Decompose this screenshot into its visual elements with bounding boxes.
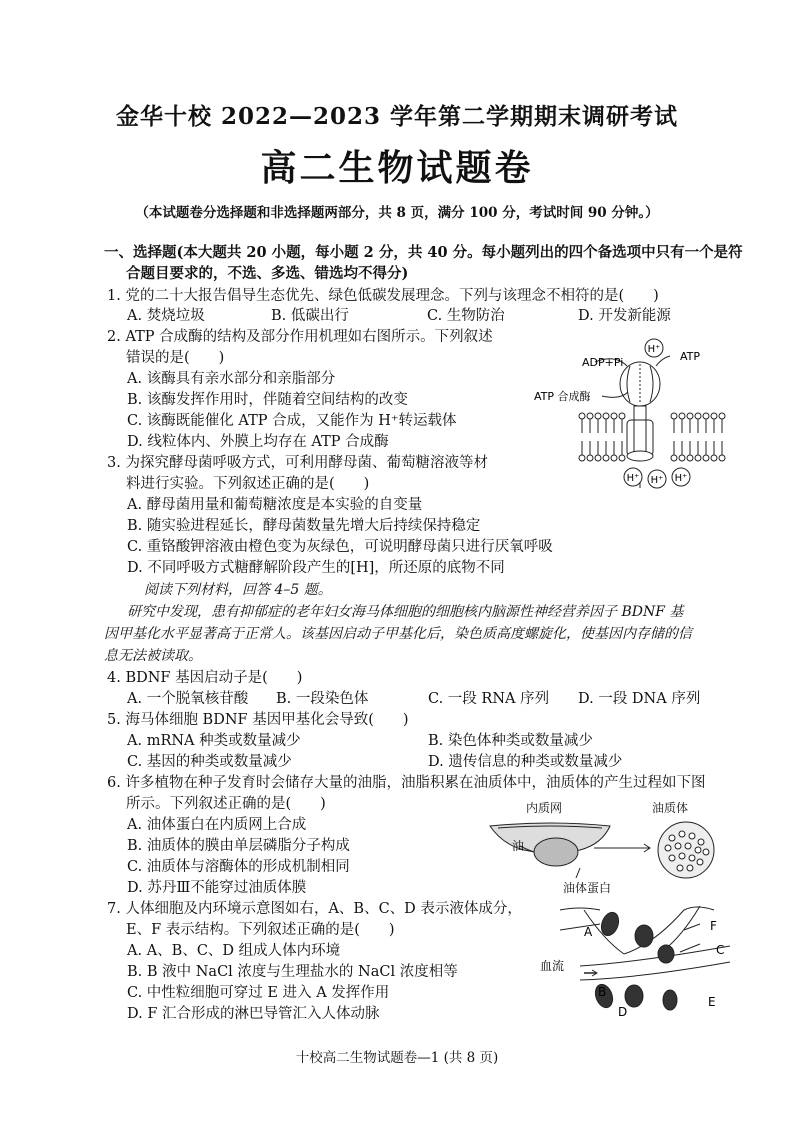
adp-label: ADP+Pi <box>582 356 624 369</box>
q3-option-c: C. 重铬酸钾溶液由橙色变为灰绿色，可说明酵母菌只进行厌氧呼吸 <box>127 539 553 555</box>
q5-stem: 5. 海马体细胞 BDNF 基因甲基化会导致( ) <box>107 712 409 728</box>
blood-flow-label: 血流 <box>540 959 565 973</box>
page-footer: 十校高二生物试题卷—1 (共 8 页) <box>295 1050 499 1066</box>
material-line-2: 因甲基化水平显著高于正常人。该基因启动子甲基化后，染色质高度螺旋化，使基因内存储的信 <box>104 626 692 642</box>
q2-option-b: B. 该酶发挥作用时，伴随着空间结构的改变 <box>127 392 408 408</box>
q4-option-c: C. 一段 RNA 序列 <box>428 691 550 707</box>
protein-label: 油体蛋白 <box>563 881 612 895</box>
q1-option-b: B. 低碳出行 <box>271 308 349 324</box>
q5-option-a: A. mRNA 种类或数量减少 <box>127 733 301 749</box>
q4-option-a: A. 一个脱氧核苷酸 <box>127 691 249 707</box>
label-c: C <box>716 943 725 957</box>
q6-option-b: B. 油质体的膜由单层磷脂分子构成 <box>127 838 350 854</box>
exam-note: （本试题卷分选择题和非选择题两部分，共 8 页，满分 100 分，考试时间 90 分钟。） <box>135 205 659 221</box>
q6-option-a: A. 油体蛋白在内质网上合成 <box>127 817 307 833</box>
oleosome-label: 油质体 <box>652 801 689 815</box>
material-line-1: 研究中发现，患有抑郁症的老年妇女海马体细胞的细胞核内脑源性神经营养因子 BDNF 基 <box>127 604 684 620</box>
capillary-top <box>580 946 730 966</box>
q4-option-b: B. 一段染色体 <box>276 691 369 707</box>
enzyme-head <box>620 362 660 406</box>
label-a: A <box>584 925 593 939</box>
material-line-3: 息无法被读取。 <box>104 648 202 664</box>
q7-stem-cont: E、F 表示结构。下列叙述正确的是( ) <box>126 922 395 938</box>
label-e: E <box>708 995 716 1009</box>
q2-option-c: C. 该酶既能催化 ATP 合成，又能作为 H⁺转运载体 <box>127 413 457 429</box>
enzyme-label: ATP 合成酶 <box>534 390 591 403</box>
q6-option-c: C. 油质体与溶酶体的形成机制相同 <box>127 859 350 875</box>
label-f: F <box>710 919 717 933</box>
q7-stem: 7. 人体细胞及内环境示意图如右，A、B、C、D 表示液体成分， <box>107 901 522 917</box>
section-heading-cont: 合题目要求的，不选、多选、错选均不得分) <box>126 265 409 282</box>
oil-droplet <box>534 838 578 866</box>
q4-option-d: D. 一段 DNA 序列 <box>578 691 701 707</box>
q3-stem: 3. 为探究酵母菌呼吸方式，可利用酵母菌、葡萄糖溶液等材 <box>107 455 488 471</box>
q7-option-c: C. 中性粒细胞可穿过 E 进入 A 发挥作用 <box>127 985 390 1001</box>
q5-option-b: B. 染色体种类或数量减少 <box>428 733 593 749</box>
q5-option-d: D. 遗传信息的种类或数量减少 <box>428 754 623 770</box>
exam-title: 金华十校 2022—2023 学年第二学期期末调研考试 <box>115 103 679 130</box>
q7-option-b: B. B 液中 NaCl 浓度与生理盐水的 NaCl 浓度相等 <box>127 964 458 980</box>
q2-option-a: A. 该酶具有亲水部分和亲脂部分 <box>127 371 336 387</box>
q1-stem: 1. 党的二十大报告倡导生态优先、绿色低碳发展理念。下列与该理念不相符的是( ) <box>107 288 659 304</box>
oil-label: 油 <box>512 839 525 853</box>
q3-option-b: B. 随实验进程延长，酵母菌数量先增大后持续保持稳定 <box>127 518 481 534</box>
atp-arrow <box>656 356 670 366</box>
q1-option-d: D. 开发新能源 <box>578 308 671 324</box>
q2-stem: 2. ATP 合成酶的结构及部分作用机理如右图所示。下列叙述 <box>107 329 493 345</box>
label-d: D <box>618 1005 628 1019</box>
q3-option-d: D. 不同呼吸方式糖酵解阶段产生的[H]，所还原的底物不同 <box>127 560 505 576</box>
q3-option-a: A. 酵母菌用量和葡萄糖浓度是本实验的自变量 <box>127 497 423 513</box>
q1-option-a: A. 焚烧垃圾 <box>127 308 205 324</box>
q6-stem-cont: 所示。下列叙述正确的是( ) <box>126 796 326 812</box>
q6-stem: 6. 许多植物在种子发育时会储存大量的油脂，油脂积累在油质体中，油质体的产生过程如下图 <box>107 775 706 791</box>
q4-stem: 4. BDNF 基因启动子是( ) <box>107 670 303 686</box>
label-b: B <box>598 985 607 999</box>
inner-environment-figure <box>540 900 740 1020</box>
capillary-bottom <box>580 962 730 980</box>
proton-label-2: H⁺ <box>650 475 664 486</box>
q7-option-a: A. A、B、C、D 组成人体内环境 <box>127 943 341 959</box>
proton-label-top: H⁺ <box>647 344 661 355</box>
q2-stem-cont: 错误的是( ) <box>126 350 225 366</box>
proton-label-1: H⁺ <box>626 473 640 484</box>
atp-label: ATP <box>680 350 701 363</box>
q1-option-c: C. 生物防治 <box>427 308 505 324</box>
paper-subtitle: 高二生物试题卷 <box>260 147 534 189</box>
proton-label-3: H⁺ <box>674 473 688 484</box>
protein-pointer <box>576 868 580 878</box>
enzyme-stalk <box>627 406 653 461</box>
q2-option-d: D. 线粒体内、外膜上均存在 ATP 合成酶 <box>127 434 389 450</box>
q7-option-d: D. F 汇合形成的淋巴导管汇入人体动脉 <box>127 1006 380 1022</box>
q6-option-d: D. 苏丹Ⅲ不能穿过油质体膜 <box>127 880 307 896</box>
er-label: 内质网 <box>526 801 563 815</box>
q3-stem-cont: 料进行实验。下列叙述正确的是( ) <box>126 476 370 492</box>
section-heading: 一、选择题(本大题共 20 小题，每小题 2 分，共 40 分。每小题列出的四个备选项中只有一个是符 <box>104 244 743 261</box>
atp-synthase-figure <box>530 336 730 496</box>
material-intro: 阅读下列材料，回答 4–5 题。 <box>144 582 332 598</box>
q5-option-c: C. 基因的种类或数量减少 <box>127 754 292 770</box>
